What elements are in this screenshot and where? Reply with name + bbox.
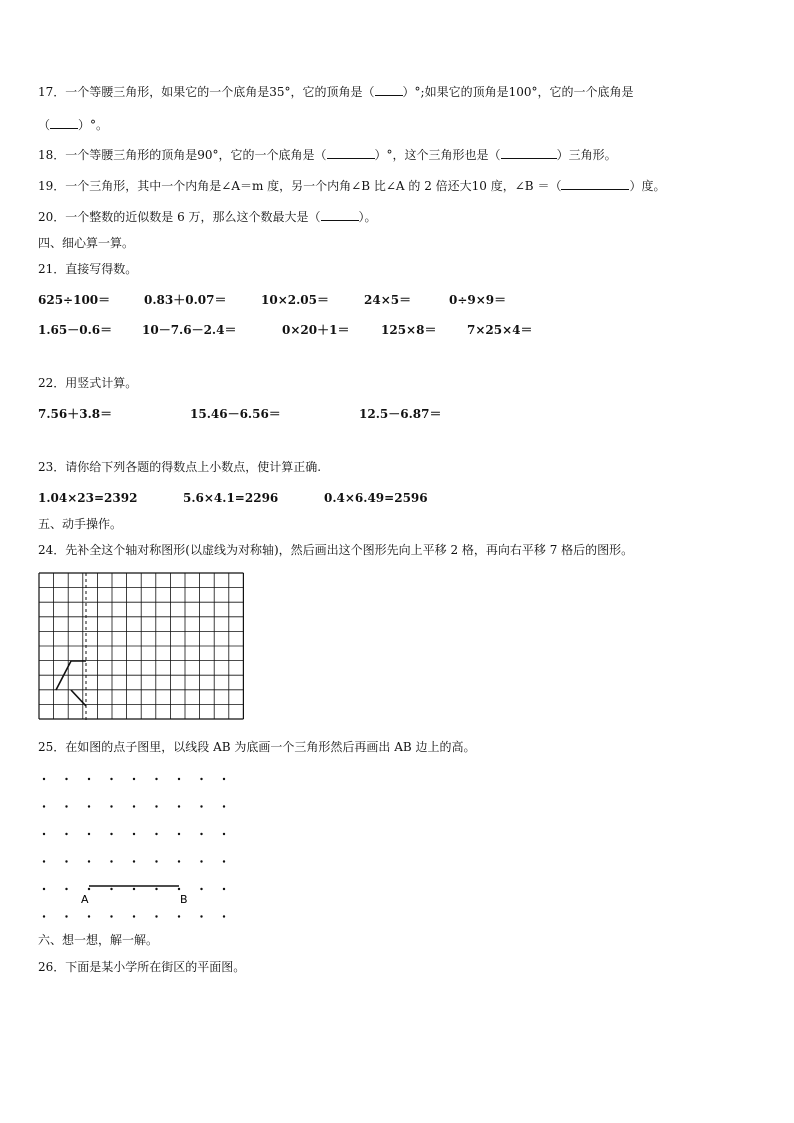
grid-dot <box>200 860 202 862</box>
grid-dot <box>88 778 90 780</box>
grid-dot <box>178 805 180 807</box>
grid-dot <box>110 915 112 917</box>
grid-dot <box>200 778 202 780</box>
q17-text-c: （ <box>38 118 51 132</box>
q22-item: 12.5－6.87＝ <box>359 407 442 421</box>
grid-dot <box>43 833 45 835</box>
grid-dot <box>88 915 90 917</box>
grid-dot <box>155 778 157 780</box>
grid-dot <box>133 778 135 780</box>
q19-answer-blank[interactable] <box>561 177 629 190</box>
grid-dot <box>223 778 225 780</box>
q22-item: 15.46－6.56＝ <box>190 407 281 421</box>
q19-text-a: 19．一个三角形，其中一个内角是∠A＝m 度，另一个内角∠B 比∠A 的 2 倍还大10 度，∠B ＝（ <box>38 179 562 193</box>
grid-dot <box>65 860 67 862</box>
q22-row <box>38 406 458 422</box>
q21-item: 10×2.05＝ <box>261 293 329 307</box>
q21-row-2 <box>38 322 558 338</box>
question-24-title: 24．先补全这个轴对称图形(以虚线为对称轴)，然后画出这个图形先向上平移 2 格，再向右平移 7 格后的图形。 <box>38 543 634 557</box>
dot-matrix <box>43 778 225 918</box>
q21-item: 0.83＋0.07＝ <box>144 293 227 307</box>
grid-dot <box>88 805 90 807</box>
q18-text-b: ）°，这个三角形也是（ <box>374 148 501 162</box>
square-grid-figure[interactable] <box>38 572 244 723</box>
grid-dot <box>65 805 67 807</box>
section-5-heading: 五、动手操作。 <box>38 517 123 531</box>
grid-dot <box>223 805 225 807</box>
grid-dot <box>65 915 67 917</box>
point-b-label: B <box>180 893 188 906</box>
grid-lines <box>39 573 243 719</box>
dot-grid-figure[interactable] <box>38 772 238 922</box>
grid-dot <box>133 833 135 835</box>
half-shape-lower-edge <box>71 690 86 706</box>
q19-text-b: ）度。 <box>629 179 666 193</box>
question-23-title: 23．请你给下列各题的得数点上小数点，使计算正确. <box>38 460 322 474</box>
q22-item: 7.56＋3.8＝ <box>38 407 113 421</box>
q21-item: 0×20＋1＝ <box>282 323 350 337</box>
q21-item: 7×25×4＝ <box>467 323 533 337</box>
q20-text-b: ）。 <box>358 210 377 224</box>
q18-answer-blank-2[interactable] <box>501 146 557 159</box>
q21-item: 0÷9×9＝ <box>449 293 507 307</box>
grid-dot <box>178 860 180 862</box>
question-20 <box>38 208 377 225</box>
grid-dot <box>65 778 67 780</box>
q18-answer-blank-1[interactable] <box>327 146 375 159</box>
question-25-title: 25．在如图的点子图里，以线段 AB 为底画一个三角形然后再画出 AB 边上的高。 <box>38 740 476 754</box>
grid-dot <box>133 805 135 807</box>
q21-item: 625÷100＝ <box>38 293 111 307</box>
q21-item: 10－7.6－2.4＝ <box>142 323 237 337</box>
section-4-heading: 四、细心算一算。 <box>38 236 135 250</box>
grid-dot <box>110 888 112 890</box>
grid-dot <box>65 888 67 890</box>
grid-dot <box>88 833 90 835</box>
question-26-title: 26．下面是某小学所在街区的平面图。 <box>38 960 246 974</box>
grid-dot <box>110 778 112 780</box>
q23-row <box>38 490 458 506</box>
grid-dot <box>88 888 90 890</box>
grid-dot <box>223 860 225 862</box>
grid-dot <box>43 778 45 780</box>
q17-answer-blank-2[interactable] <box>50 116 78 129</box>
grid-dot <box>200 915 202 917</box>
q21-item: 24×5＝ <box>364 293 412 307</box>
grid-dot <box>110 833 112 835</box>
question-17-line-1 <box>38 83 634 100</box>
grid-dot <box>133 860 135 862</box>
grid-dot <box>178 833 180 835</box>
grid-dot <box>200 888 202 890</box>
section-6-heading: 六、想一想，解一解。 <box>38 933 159 947</box>
q21-row-1 <box>38 292 558 308</box>
grid-dot <box>200 833 202 835</box>
q21-item: 125×8＝ <box>381 323 437 337</box>
q21-item: 1.65－0.6＝ <box>38 323 113 337</box>
grid-dot <box>178 888 180 890</box>
grid-dot <box>178 778 180 780</box>
grid-dot <box>178 915 180 917</box>
grid-dot <box>223 888 225 890</box>
q17-text-a: 17．一个等腰三角形，如果它的一个底角是35°，它的顶角是（ <box>38 85 375 99</box>
q20-text-a: 20．一个整数的近似数是 6 万，那么这个数最大是（ <box>38 210 321 224</box>
grid-dot <box>43 915 45 917</box>
question-19 <box>38 177 665 194</box>
grid-dot <box>223 833 225 835</box>
grid-dot <box>110 805 112 807</box>
grid-dot <box>43 888 45 890</box>
question-17-line-2 <box>38 116 108 133</box>
q23-item: 1.04×23=2392 <box>38 491 138 505</box>
q23-item: 0.4×6.49=2596 <box>324 491 428 505</box>
grid-dot <box>155 805 157 807</box>
grid-dot <box>155 915 157 917</box>
point-a-label: A <box>81 893 89 906</box>
q17-text-d: ）°。 <box>78 118 109 132</box>
grid-dot <box>43 805 45 807</box>
q23-item: 5.6×4.1=2296 <box>183 491 279 505</box>
grid-dot <box>155 888 157 890</box>
question-21-title: 21．直接写得数。 <box>38 262 138 276</box>
question-22-title: 22．用竖式计算。 <box>38 376 138 390</box>
grid-dot <box>200 805 202 807</box>
grid-dot <box>88 860 90 862</box>
grid-dot <box>133 915 135 917</box>
grid-dot <box>223 915 225 917</box>
q18-text-c: ）三角形。 <box>556 148 617 162</box>
grid-dot <box>155 833 157 835</box>
q17-text-b: ）°;如果它的顶角是100°，它的一个底角是 <box>402 85 634 99</box>
grid-dot <box>133 888 135 890</box>
grid-dot <box>155 860 157 862</box>
q18-text-a: 18．一个等腰三角形的顶角是90°，它的一个底角是（ <box>38 148 327 162</box>
grid-dot <box>43 860 45 862</box>
grid-dot <box>110 860 112 862</box>
question-18 <box>38 146 617 163</box>
q17-answer-blank-1[interactable] <box>375 83 403 96</box>
grid-dot <box>65 833 67 835</box>
q20-answer-blank[interactable] <box>321 208 359 221</box>
